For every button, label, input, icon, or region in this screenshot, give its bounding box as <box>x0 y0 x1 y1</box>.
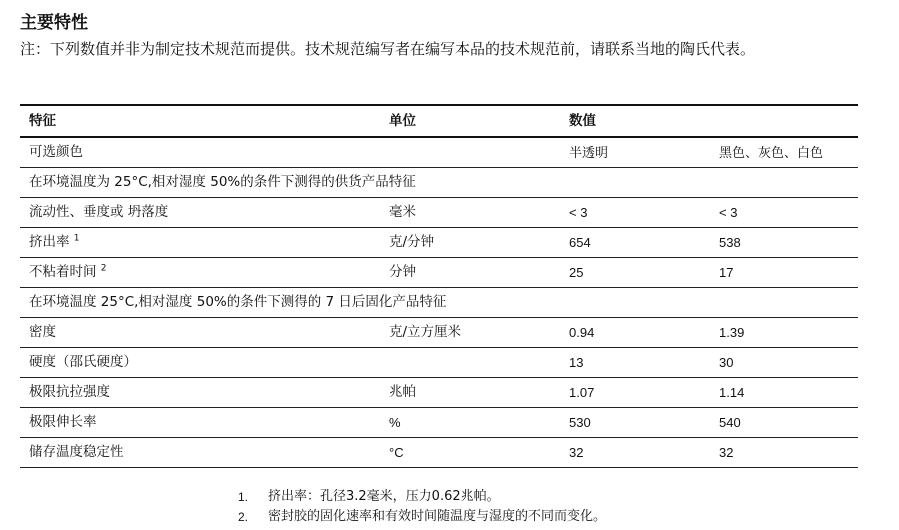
properties-table <box>20 104 858 468</box>
property-cell-text: 极限抗拉强度 <box>29 384 110 400</box>
value-cell-2 <box>710 137 858 168</box>
value-cell-2-text: 538 <box>719 235 741 250</box>
table-header-row <box>20 105 858 137</box>
property-cell <box>20 258 380 288</box>
table-body <box>20 137 858 468</box>
value-cell-2-text: < 3 <box>719 205 738 220</box>
footnotes <box>238 487 606 527</box>
value-cell <box>560 318 710 348</box>
unit-cell-text: 兆帕 <box>389 384 416 400</box>
property-cell-text: 可选颜色 <box>29 144 83 160</box>
header-unit: 单位 <box>380 105 560 137</box>
section-row <box>20 168 858 198</box>
value-cell-2-text: 1.14 <box>719 385 745 400</box>
value-cell-2 <box>710 318 858 348</box>
value-cell <box>560 408 710 438</box>
value-cell <box>560 438 710 468</box>
property-cell-text: 密度 <box>29 324 56 340</box>
value-cell <box>560 137 710 168</box>
value-cell-2 <box>710 438 858 468</box>
property-cell <box>20 198 380 228</box>
value-cell-text: 530 <box>569 415 591 430</box>
value-cell-2 <box>710 348 858 378</box>
property-cell-text: 极限伸长率 <box>29 414 97 430</box>
table-row <box>20 438 858 468</box>
value-cell-text: 25 <box>569 265 584 280</box>
unit-cell-text: °C <box>389 445 404 460</box>
value-cell <box>560 258 710 288</box>
value-cell-2-text: 540 <box>719 415 741 430</box>
property-cell-text: 不粘着时间 <box>29 264 97 280</box>
unit-cell <box>380 198 560 228</box>
unit-cell <box>380 378 560 408</box>
footnote-ref: 1 <box>73 233 80 244</box>
table-row <box>20 408 858 438</box>
value-cell <box>560 348 710 378</box>
unit-cell <box>380 438 560 468</box>
unit-cell-text: 分钟 <box>389 264 416 280</box>
header-property: 特征 <box>20 105 380 137</box>
value-cell-text: 654 <box>569 235 591 250</box>
value-cell-2-text: 17 <box>719 265 734 280</box>
footnote-ref: 2 <box>100 263 107 274</box>
value-cell-text: 半透明 <box>569 145 609 160</box>
table-row <box>20 348 858 378</box>
value-cell-text: 0.94 <box>569 325 595 340</box>
property-cell <box>20 228 380 258</box>
value-cell <box>560 228 710 258</box>
property-cell <box>20 438 380 468</box>
property-cell <box>20 348 380 378</box>
table-row <box>20 378 858 408</box>
property-cell-text: 储存温度稳定性 <box>29 444 124 460</box>
footnote-number: 2. <box>238 510 249 524</box>
unit-cell-text: 毫米 <box>389 204 416 220</box>
header-value: 数值 <box>560 105 710 137</box>
section-heading: 在环境温度 25°C,相对湿度 50%的条件下测得的 7 日后固化产品特征 <box>20 288 858 318</box>
spec-note: 注：下列数值并非为制定技术规范而提供。技术规范编写者在编写本品的技术规范前，请联系当地的陶氏代表。 <box>20 40 756 58</box>
value-cell-2 <box>710 408 858 438</box>
section-heading: 在环境温度为 25°C,相对湿度 50%的条件下测得的供货产品特征 <box>20 168 858 198</box>
unit-cell <box>380 348 560 378</box>
value-cell-2 <box>710 258 858 288</box>
value-cell-text: < 3 <box>569 205 588 220</box>
unit-cell <box>380 228 560 258</box>
property-cell <box>20 378 380 408</box>
table-row <box>20 258 858 288</box>
value-cell-2-text: 黑色、灰色、白色 <box>719 145 824 160</box>
value-cell-2 <box>710 228 858 258</box>
property-cell-text: 流动性、垂度或 坍落度 <box>29 204 169 220</box>
value-cell <box>560 198 710 228</box>
footnote-number: 1. <box>238 490 249 504</box>
value-cell-text: 1.07 <box>569 385 595 400</box>
property-cell-text: 硬度（邵氏硬度） <box>29 354 137 370</box>
value-cell-text: 32 <box>569 445 584 460</box>
value-cell <box>560 378 710 408</box>
unit-cell <box>380 318 560 348</box>
unit-cell-text: 克/立方厘米 <box>389 324 462 340</box>
footnote-text: 密封胶的固化速率和有效时间随温度与湿度的不同而变化。 <box>268 509 607 524</box>
value-cell-2 <box>710 198 858 228</box>
table-row <box>20 198 858 228</box>
value-cell-2 <box>710 378 858 408</box>
table-row <box>20 137 858 168</box>
unit-cell <box>380 408 560 438</box>
table-row <box>20 318 858 348</box>
property-cell <box>20 137 380 168</box>
unit-cell-text: 克/分钟 <box>389 234 435 250</box>
value-cell-2-text: 30 <box>719 355 734 370</box>
footnote-item <box>238 507 606 527</box>
unit-cell-text: % <box>389 415 401 430</box>
property-cell <box>20 318 380 348</box>
value-cell-2-text: 1.39 <box>719 325 745 340</box>
unit-cell <box>380 137 560 168</box>
footnote-text: 挤出率：孔径3.2毫米，压力0.62兆帕。 <box>268 489 500 504</box>
value-cell-2-text: 32 <box>719 445 734 460</box>
property-cell-text: 挤出率 <box>29 234 70 250</box>
section-row <box>20 288 858 318</box>
value-cell-text: 13 <box>569 355 584 370</box>
footnote-item <box>238 487 606 507</box>
page-title: 主要特性 <box>20 13 88 33</box>
table-row <box>20 228 858 258</box>
unit-cell <box>380 258 560 288</box>
property-cell <box>20 408 380 438</box>
header-value-2 <box>710 105 858 137</box>
